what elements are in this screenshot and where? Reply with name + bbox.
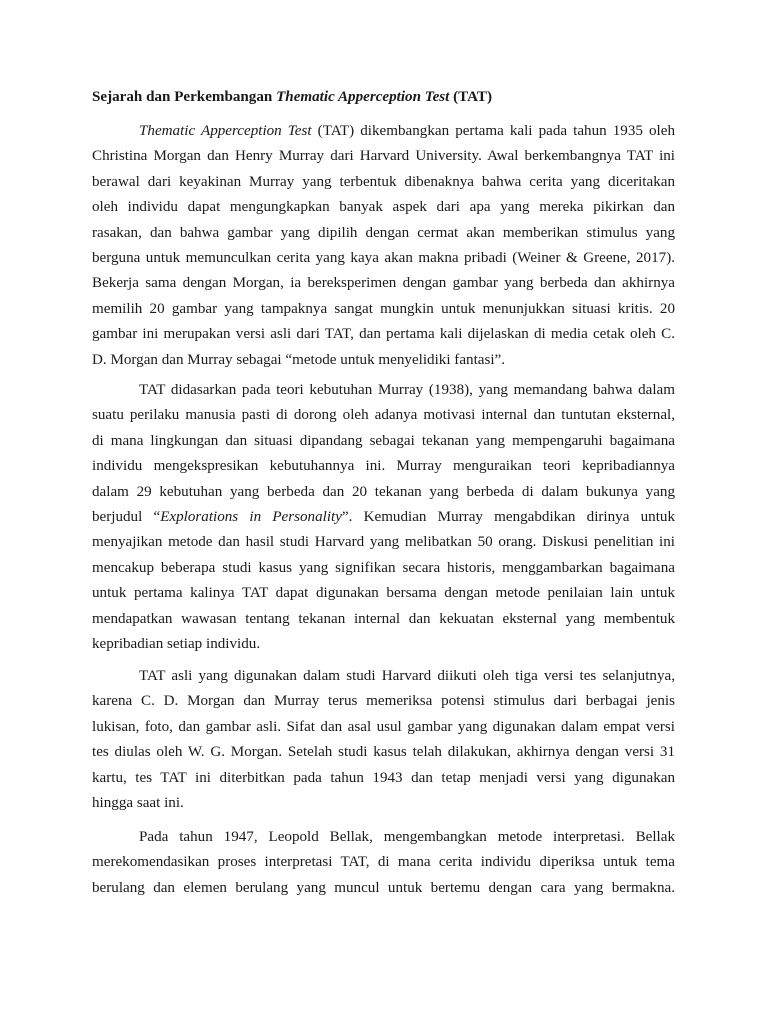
paragraph-line: mendapatkan wawasan tentang tekanan internal dan kekuatan eksternal yang membentuk — [92, 610, 675, 627]
paragraph-line: menyajikan metode dan hasil studi Harvard yang melibatkan 50 orang. Diskusi penelitian ini — [92, 534, 675, 551]
paragraph-line: kartu, tes TAT ini diterbitkan pada tahun 1943 dan tetap menjadi versi yang digunakan — [92, 769, 675, 786]
paragraph-line: merekomendasikan proses interpretasi TAT, di mana cerita individu diperiksa untuk tema — [92, 854, 675, 871]
paragraph-4 — [92, 825, 675, 901]
paragraph-line: rasakan, dan bahwa gambar yang dipilih dengan cermat akan memberikan stimulus yang — [92, 224, 675, 241]
paragraph-line: hingga saat ini. — [92, 795, 184, 812]
paragraph-line: karena C. D. Morgan dan Murray terus memeriksa potensi stimulus dari berbagai jenis — [92, 693, 675, 710]
paragraph-1 — [92, 119, 675, 373]
paragraph-line: kepribadian setiap individu. — [92, 636, 261, 653]
heading-prefix: Sejarah dan Perkembangan — [92, 89, 277, 105]
paragraph-line: memilih 20 gambar yang tampaknya sangat mungkin untuk menunjukkan situasi kritis. 20 — [92, 300, 675, 317]
paragraph-line: Bekerja sama dengan Morgan, ia bereksperimen dengan gambar yang berbeda dan akhirnya — [92, 275, 675, 292]
paragraph-2 — [92, 378, 675, 657]
paragraph-line: mencakup beberapa studi kasus yang signifikan secara historis, menggambarkan bagaimana — [92, 559, 675, 576]
paragraph-line: untuk pertama kalinya TAT dapat digunakan bersama dengan metode penilaian lain untuk — [92, 585, 675, 602]
paragraph-line: TAT asli yang digunakan dalam studi Harvard diikuti oleh tiga versi tes selanjutnya, — [139, 668, 675, 684]
paragraph-line: lukisan, foto, dan gambar asli. Sifat dan asal usul gambar yang digunakan dalam empat versi — [92, 718, 675, 735]
paragraph-line: gambar ini merupakan versi asli dari TAT, dan pertama kali dijelaskan di media cetak oleh C. — [92, 326, 675, 343]
line-text: ”. Kemudian Murray mengabdikan dirinya untuk — [341, 509, 675, 526]
paragraph-line: di mana lingkungan dan situasi dipandang sebagai tekanan yang mempengaruhi bagaimana — [92, 432, 675, 449]
book-title: Explorations in Personality — [160, 509, 342, 526]
paragraph-line: individu mengekspresikan kebutuhannya ini. Murray menguraikan teori kepribadiannya — [92, 458, 675, 475]
paragraph-line: dalam 29 kebutuhan yang berbeda dan 20 tekanan yang berbeda di dalam bukunya yang — [92, 483, 675, 500]
heading-suffix: (TAT) — [449, 89, 492, 105]
paragraph-line: berguna untuk memunculkan cerita yang kaya akan makna pribadi (Weiner & Greene, 2017). — [92, 250, 675, 267]
paragraph-line: Pada tahun 1947, Leopold Bellak, mengembangkan metode interpretasi. Bellak — [139, 829, 675, 845]
paragraph-line: tes diulas oleh W. G. Morgan. Setelah studi kasus telah dilakukan, akhirnya dengan versi 31 — [92, 744, 675, 761]
paragraph-line: TAT didasarkan pada teori kebutuhan Murray (1938), yang memandang bahwa dalam — [139, 382, 675, 398]
paragraph-line: D. Morgan dan Murray sebagai “metode untuk menyelidiki fantasi”. — [92, 351, 506, 368]
italic-term: Thematic Apperception Test — [139, 123, 312, 139]
paragraph-line: Christina Morgan dan Henry Murray dari Harvard University. Awal berkembangnya TAT ini — [92, 148, 675, 165]
paragraph-line: berawal dari keyakinan Murray yang terbentuk dibenaknya bahwa cerita yang diceritakan — [92, 173, 675, 190]
line-text: (TAT) dikembangkan pertama kali pada tahun 1935 oleh — [311, 123, 676, 139]
paragraph-line — [92, 119, 675, 144]
section-heading — [92, 86, 675, 108]
paragraph-line: oleh individu dapat mengungkapkan banyak aspek dari apa yang mereka pikirkan dan — [92, 199, 675, 216]
paragraph-3 — [92, 664, 675, 816]
line-text: berjudul “ — [92, 509, 161, 526]
paragraph-line: berulang dan elemen berulang yang muncul untuk bertemu dengan cara yang bermakna. — [92, 879, 675, 896]
paragraph-line: suatu perilaku manusia pasti di dorong oleh adanya motivasi internal dan tuntutan eksternal, — [92, 407, 675, 424]
heading-italic-title: Thematic Apperception Test — [276, 89, 450, 105]
paragraph-line — [92, 505, 675, 530]
